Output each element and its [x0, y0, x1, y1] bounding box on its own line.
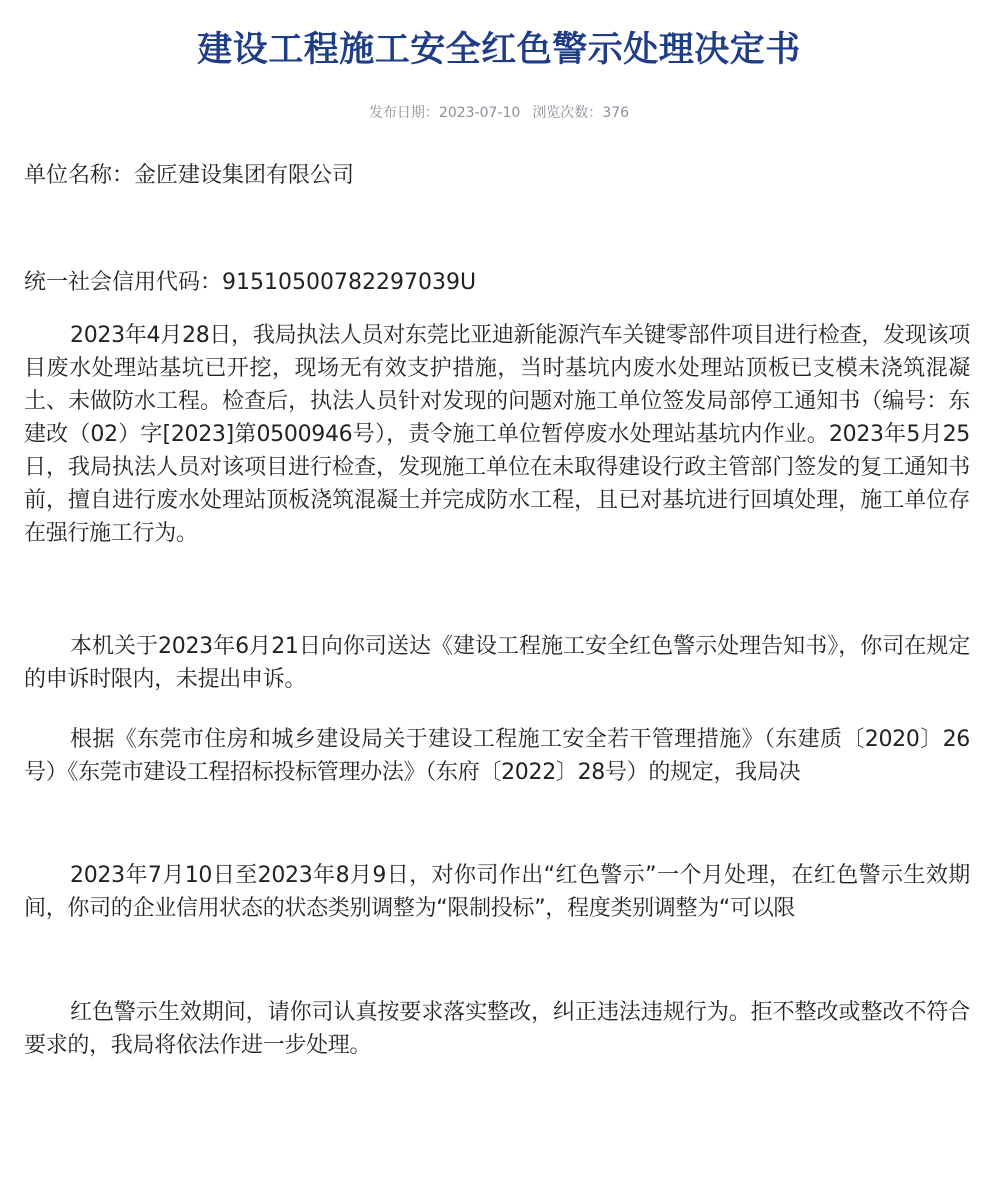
view-count-label: 浏览次数： [532, 105, 603, 121]
paragraph-legal-basis: 根据《东莞市住房和城乡建设局关于建设工程施工安全若干管理措施》（东建质〔2020〕26号）《东莞市建设工程招标投标管理办法》（东府〔2022〕28号）的规定，我局决 [24, 727, 970, 785]
document-meta [0, 103, 998, 123]
publish-date: 2023-07-10 [438, 105, 521, 121]
paragraph-notice-delivery: 本机关于2023年6月21日向你司送达《建设工程施工安全红色警示处理告知书》，你司在规定的申诉时限内，未提出申诉。 [24, 634, 970, 692]
paragraph-rectification-requirement: 红色警示生效期间，请你司认真按要求落实整改，纠正违法违规行为。拒不整改或整改不符合要求的，我局将依法作进一步处理。 [24, 1000, 970, 1058]
publish-date-label: 发布日期： [368, 105, 439, 121]
paragraph-inspection-facts: 2023年4月28日，我局执法人员对东莞比亚迪新能源汽车关键零部件项目进行检查，发现该项目废水处理站基坑已开挖，现场无有效支护措施，当时基坑内废水处理站顶板已支模未浇筑混凝土、未做防水工程。检查后，执法人员针对发现的问题对施工单位签发局部停工通知书（编号：东建改（02）字[2023]第0500946号），责令施工单位暂停废水处理站基坑内作业。2023年5月25日，我局执法人员对该项目进行检查，发现施工单位在未取得建设行政主管部门签发的复工通知书前，擅自进行废水处理站顶板浇筑混凝土并完成防水工程，且已对基坑进行回填处理，施工单位存在强行施工行为。 [24, 323, 970, 546]
view-count: 376 [602, 105, 630, 121]
unit-name-line: 单位名称：金匠建设集团有限公司 [24, 163, 355, 188]
paragraph-penalty-decision: 2023年7月10日至2023年8月9日，对你司作出“红色警示”一个月处理，在红色警示生效期间，你司的企业信用状态的状态类别调整为“限制投标”，程度类别调整为“可以限 [24, 863, 970, 921]
document-title: 建设工程施工安全红色警示处理决定书 [197, 30, 801, 70]
credit-code-line: 统一社会信用代码：91510500782297039U [24, 270, 477, 295]
